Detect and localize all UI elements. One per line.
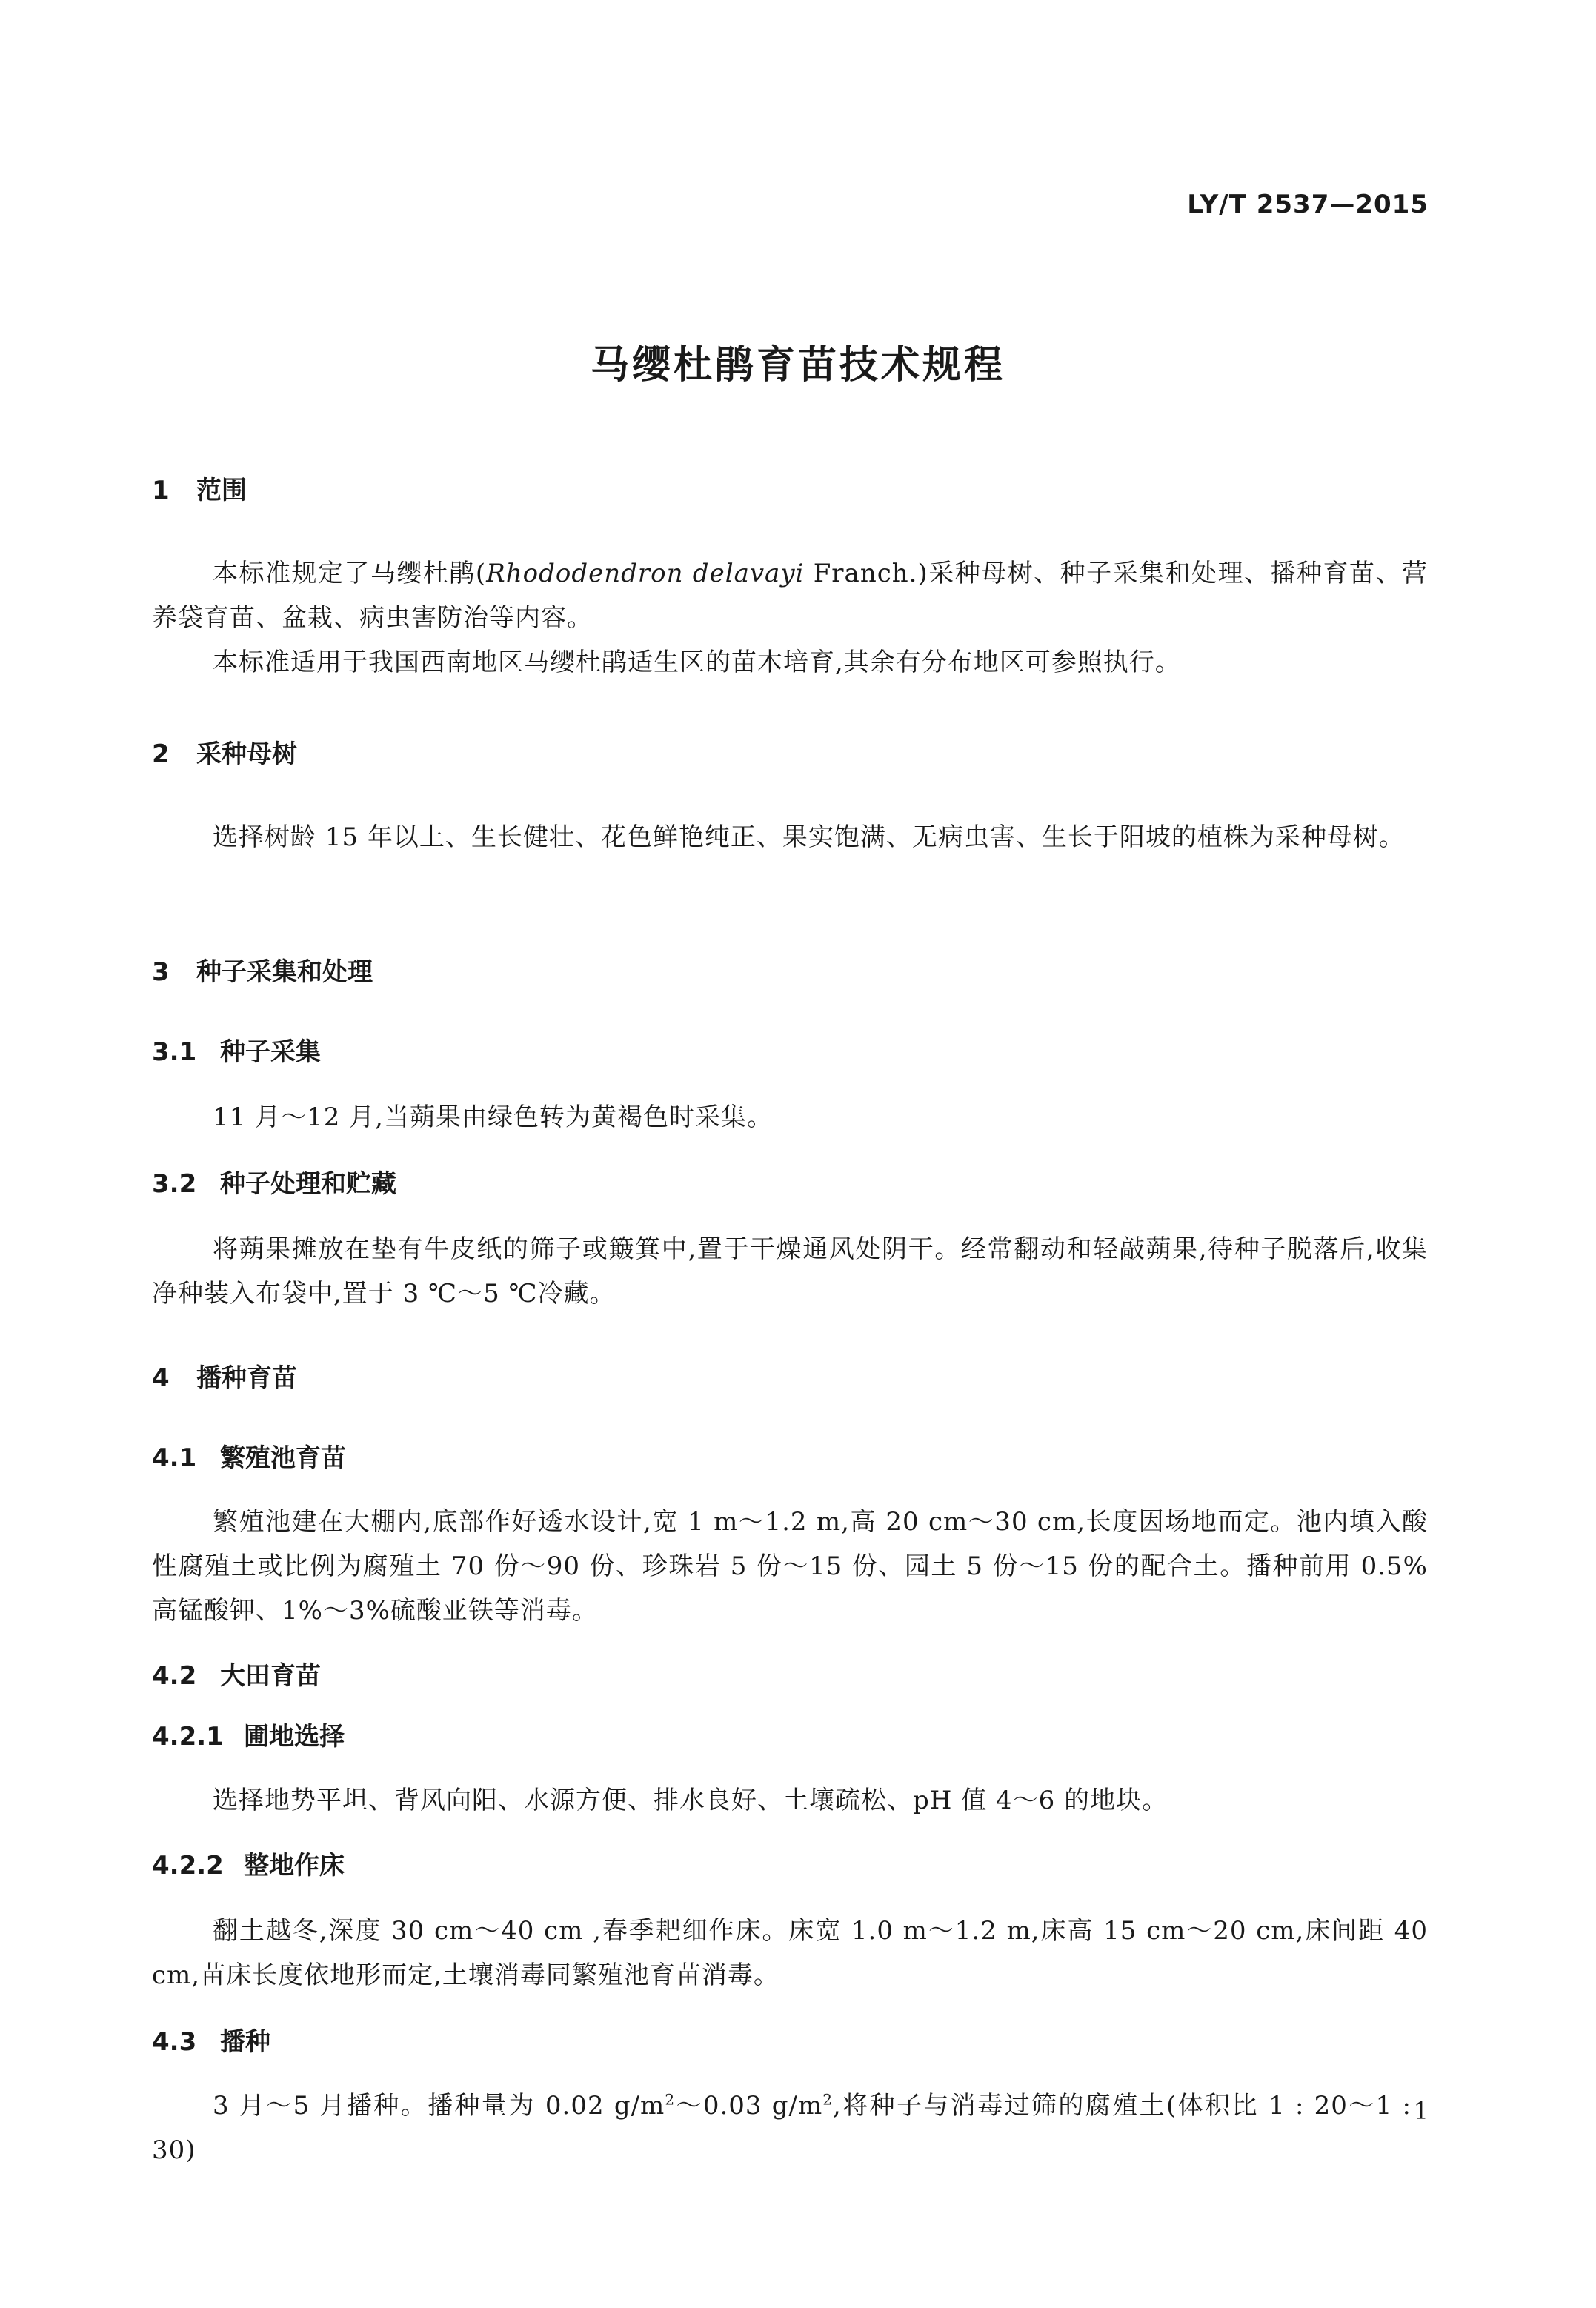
section-heading-4-2-2 [152,1849,345,1882]
section-number: 4 [152,1363,170,1393]
paragraph-4-1: 繁殖池建在大棚内,底部作好透水设计,宽 1 m～1.2 m,高 20 cm～30 cm,长度因场地而定。池内填入酸性腐殖土或比例为腐殖土 70 份～90 份、珍珠岩 5 份～15 份、园土 5 份～15 份的配合土。播种前用 0.5%高锰酸钾、1%～3%硫酸亚铁等消毒。 [152,1507,1428,1626]
section-title: 整地作床 [244,1851,345,1880]
section-title: 播种 [220,2027,270,2057]
paragraph-3-1: 11 月～12 月,当蒴果由绿色转为黄褐色时采集。 [213,1103,773,1132]
section-number: 3 [152,957,170,987]
section-heading-4-2-1 [152,1720,345,1753]
section-title: 播种育苗 [196,1363,297,1393]
section-heading-4-2 [152,1660,321,1692]
section-title: 种子处理和贮藏 [220,1169,396,1199]
superscript: 2 [665,2090,676,2109]
section-title: 大田育苗 [220,1661,321,1691]
section-heading-3-1 [152,1036,321,1068]
section-number: 3.1 [152,1037,197,1067]
paragraph-1-2: 本标准适用于我国西南地区马缨杜鹃适生区的苗木培育,其余有分布地区可参照执行。 [213,648,1181,677]
standard-code: LY/T 2537—2015 [1187,190,1429,219]
paragraph-4-2-2: 翻土越冬,深度 30 cm～40 cm ,春季耙细作床。床宽 1.0 m～1.2 m,床高 15 cm～20 cm,床间距 40 cm,苗床长度依地形而定,土壤消毒同繁殖池育苗消毒。 [152,1916,1428,1990]
section-heading-4-1 [152,1442,346,1474]
paragraph-text: Franch.)采种母树、种子采集和处理、播种育苗、营养袋育苗、盆栽、病虫害防治等内容。 [152,559,1428,633]
section-number: 4.2.2 [152,1851,224,1880]
section-heading-1 [152,474,247,507]
section-title: 圃地选择 [244,1722,345,1752]
section-title: 繁殖池育苗 [220,1443,346,1473]
section-title: 种子采集 [220,1037,321,1067]
section-heading-3-2 [152,1168,396,1200]
paragraph-text: 3 月～5 月播种。播种量为 0.02 g/m [213,2091,665,2121]
section-heading-2 [152,738,297,771]
section-heading-4-3 [152,2026,270,2058]
section-title: 采种母树 [196,739,297,769]
paragraph-2-1: 选择树龄 15 年以上、生长健壮、花色鲜艳纯正、果实饱满、无病虫害、生长于阳坡的植株为采种母树。 [213,822,1405,852]
paragraph-4-2-1: 选择地势平坦、背风向阳、水源方便、排水良好、土壤疏松、pH 值 4～6 的地块。 [213,1786,1168,1815]
section-number: 4.1 [152,1443,197,1473]
section-heading-3 [152,956,373,988]
superscript: 2 [822,2090,833,2109]
section-number: 4.2 [152,1661,197,1691]
paragraph-text: ～0.03 g/m [675,2091,823,2121]
paragraph-text: ,将种子与消毒过筛的腐殖土(体积比 1 : 20～1 : 30) [152,2091,1412,2165]
section-number: 4.3 [152,2027,197,2057]
section-number: 1 [152,476,170,505]
paragraph-1-1 [152,551,1428,640]
page-number: 1 [1413,2097,1429,2125]
paragraph-text: 本标准规定了马缨杜鹃( [213,559,487,588]
section-number: 2 [152,739,170,769]
species-name: Rhododendron delavayi [486,559,805,588]
section-number: 4.2.1 [152,1722,224,1752]
section-title: 种子采集和处理 [196,957,373,987]
section-title: 范围 [196,476,247,505]
document-title: 马缨杜鹃育苗技术规程 [590,343,1005,388]
paragraph-4-3 [152,2083,1412,2172]
paragraph-3-2: 将蒴果摊放在垫有牛皮纸的筛子或簸箕中,置于干燥通风处阴干。经常翻动和轻敲蒴果,待种子脱落后,收集净种装入布袋中,置于 3 ℃～5 ℃冷藏。 [152,1234,1428,1308]
section-heading-4 [152,1362,297,1394]
section-number: 3.2 [152,1169,197,1199]
